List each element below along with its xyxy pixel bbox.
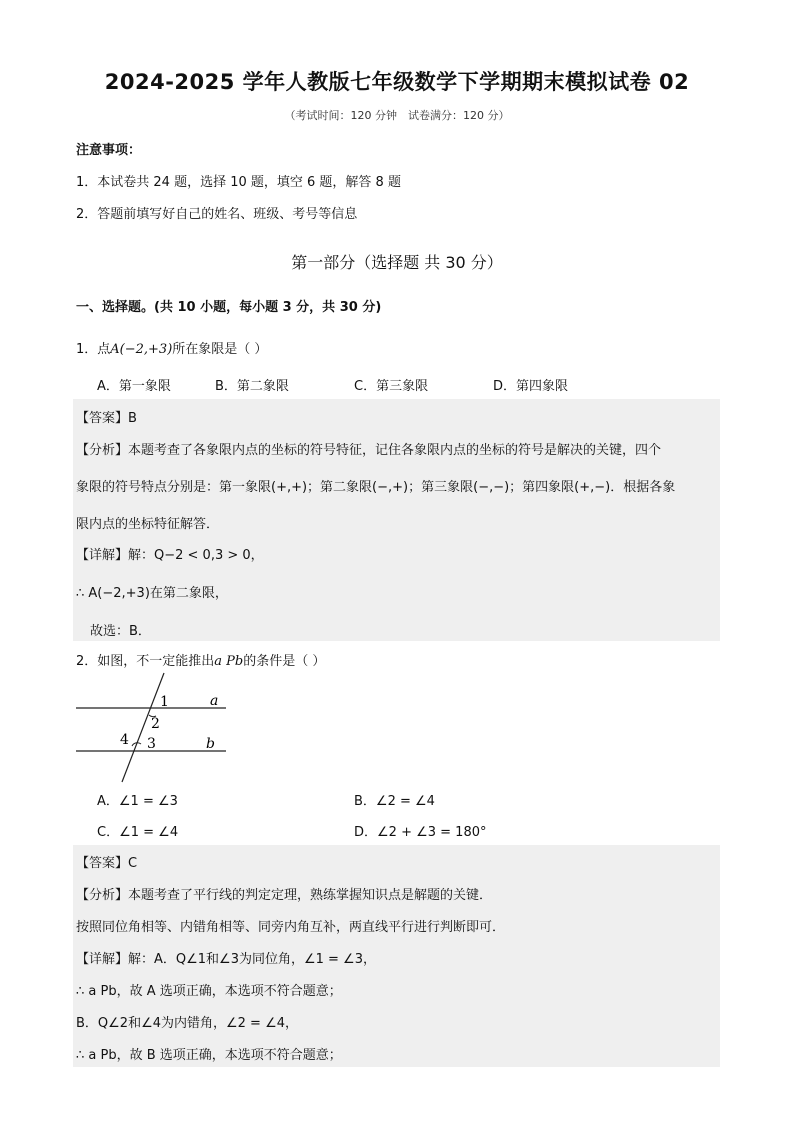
question-2-prefix: 2．如图，不一定能推出 [76, 654, 215, 669]
question-1-stem [76, 338, 267, 357]
question-1-point: A(−2,+3) [110, 342, 173, 357]
question-1-option-a: A．第一象限 [97, 379, 171, 394]
question-1-option-b: B．第二象限 [215, 379, 289, 394]
question-1-analysis-line: 象限的符号特点分别是：第一象限(+,+)；第二象限(−,+)；第三象限(−,−)；第四象限(+,−)．根据各象 [76, 480, 676, 495]
question-1-detail-line: 故选：B． [90, 624, 151, 639]
question-1-answer: 【答案】B [76, 411, 137, 426]
page-title: 2024-2025 学年人教版七年级数学下学期期末模拟试卷 02 [104, 70, 690, 94]
question-1-detail-line: 【详解】解：Q−2 < 0,3 > 0， [76, 548, 264, 563]
question-2-option-a: A．∠1 = ∠3 [97, 794, 178, 809]
question-2-math: a Pb [214, 654, 244, 669]
angle-3-label: 3 [147, 736, 156, 752]
section-title: 第一部分（选择题 共 30 分） [291, 253, 503, 272]
question-2-suffix: 的条件是（ ） [243, 654, 326, 669]
notes-heading: 注意事项： [76, 143, 142, 158]
question-2-option-c: C．∠1 = ∠4 [97, 825, 179, 840]
question-1-detail-line: ∴ A(−2,+3)在第二象限， [76, 586, 228, 601]
question-2-detail-line: ∴ a Pb，故 B 选项正确，本选项不符合题意； [76, 1048, 342, 1063]
question-1-suffix: 所在象限是（ ） [172, 342, 268, 357]
angle-2-label: 2 [151, 716, 160, 732]
question-2-option-b: B．∠2 = ∠4 [354, 794, 435, 809]
question-1-analysis-line: 限内点的坐标特征解答． [76, 517, 220, 532]
section-heading: 一、选择题。(共 10 小题，每小题 3 分，共 30 分) [76, 300, 382, 315]
question-2-detail-line: 【详解】解：A．Q∠1和∠3为同位角，∠1 = ∠3， [76, 952, 376, 967]
line-a-label: a [210, 693, 219, 709]
parallel-lines-figure [76, 670, 236, 785]
question-1-option-c: C．第三象限 [354, 379, 429, 394]
question-2-option-d: D．∠2 + ∠3 = 180° [354, 825, 487, 840]
question-2-answer: 【答案】C [76, 856, 138, 871]
angle-4-label: 4 [120, 732, 129, 748]
question-1-prefix: 1．点 [76, 342, 111, 357]
notes-item: 2．答题前填写好自己的姓名、班级、考号等信息 [76, 207, 358, 222]
angle-1-label: 1 [160, 694, 169, 710]
question-1-option-d: D．第四象限 [493, 379, 569, 394]
question-1-analysis-line: 【分析】本题考查了各象限内点的坐标的符号特征，记住各象限内点的坐标的符号是解决的关键，四个 [76, 443, 662, 458]
page-subtitle: （考试时间：120 分钟 试卷满分：120 分） [284, 109, 510, 122]
question-2-detail-line: ∴ a Pb，故 A 选项正确，本选项不符合题意； [76, 984, 342, 999]
question-2-stem [76, 650, 325, 669]
question-2-analysis-line: 按照同位角相等、内错角相等、同旁内角互补，两直线平行进行判断即可． [76, 920, 506, 935]
notes-item: 1．本试卷共 24 题，选择 10 题，填空 6 题，解答 8 题 [76, 175, 401, 190]
question-2-analysis-line: 【分析】本题考查了平行线的判定定理，熟练掌握知识点是解题的关键． [76, 888, 493, 903]
question-2-detail-line: B．Q∠2和∠4为内错角，∠2 = ∠4， [76, 1016, 299, 1031]
line-b-label: b [206, 736, 215, 752]
